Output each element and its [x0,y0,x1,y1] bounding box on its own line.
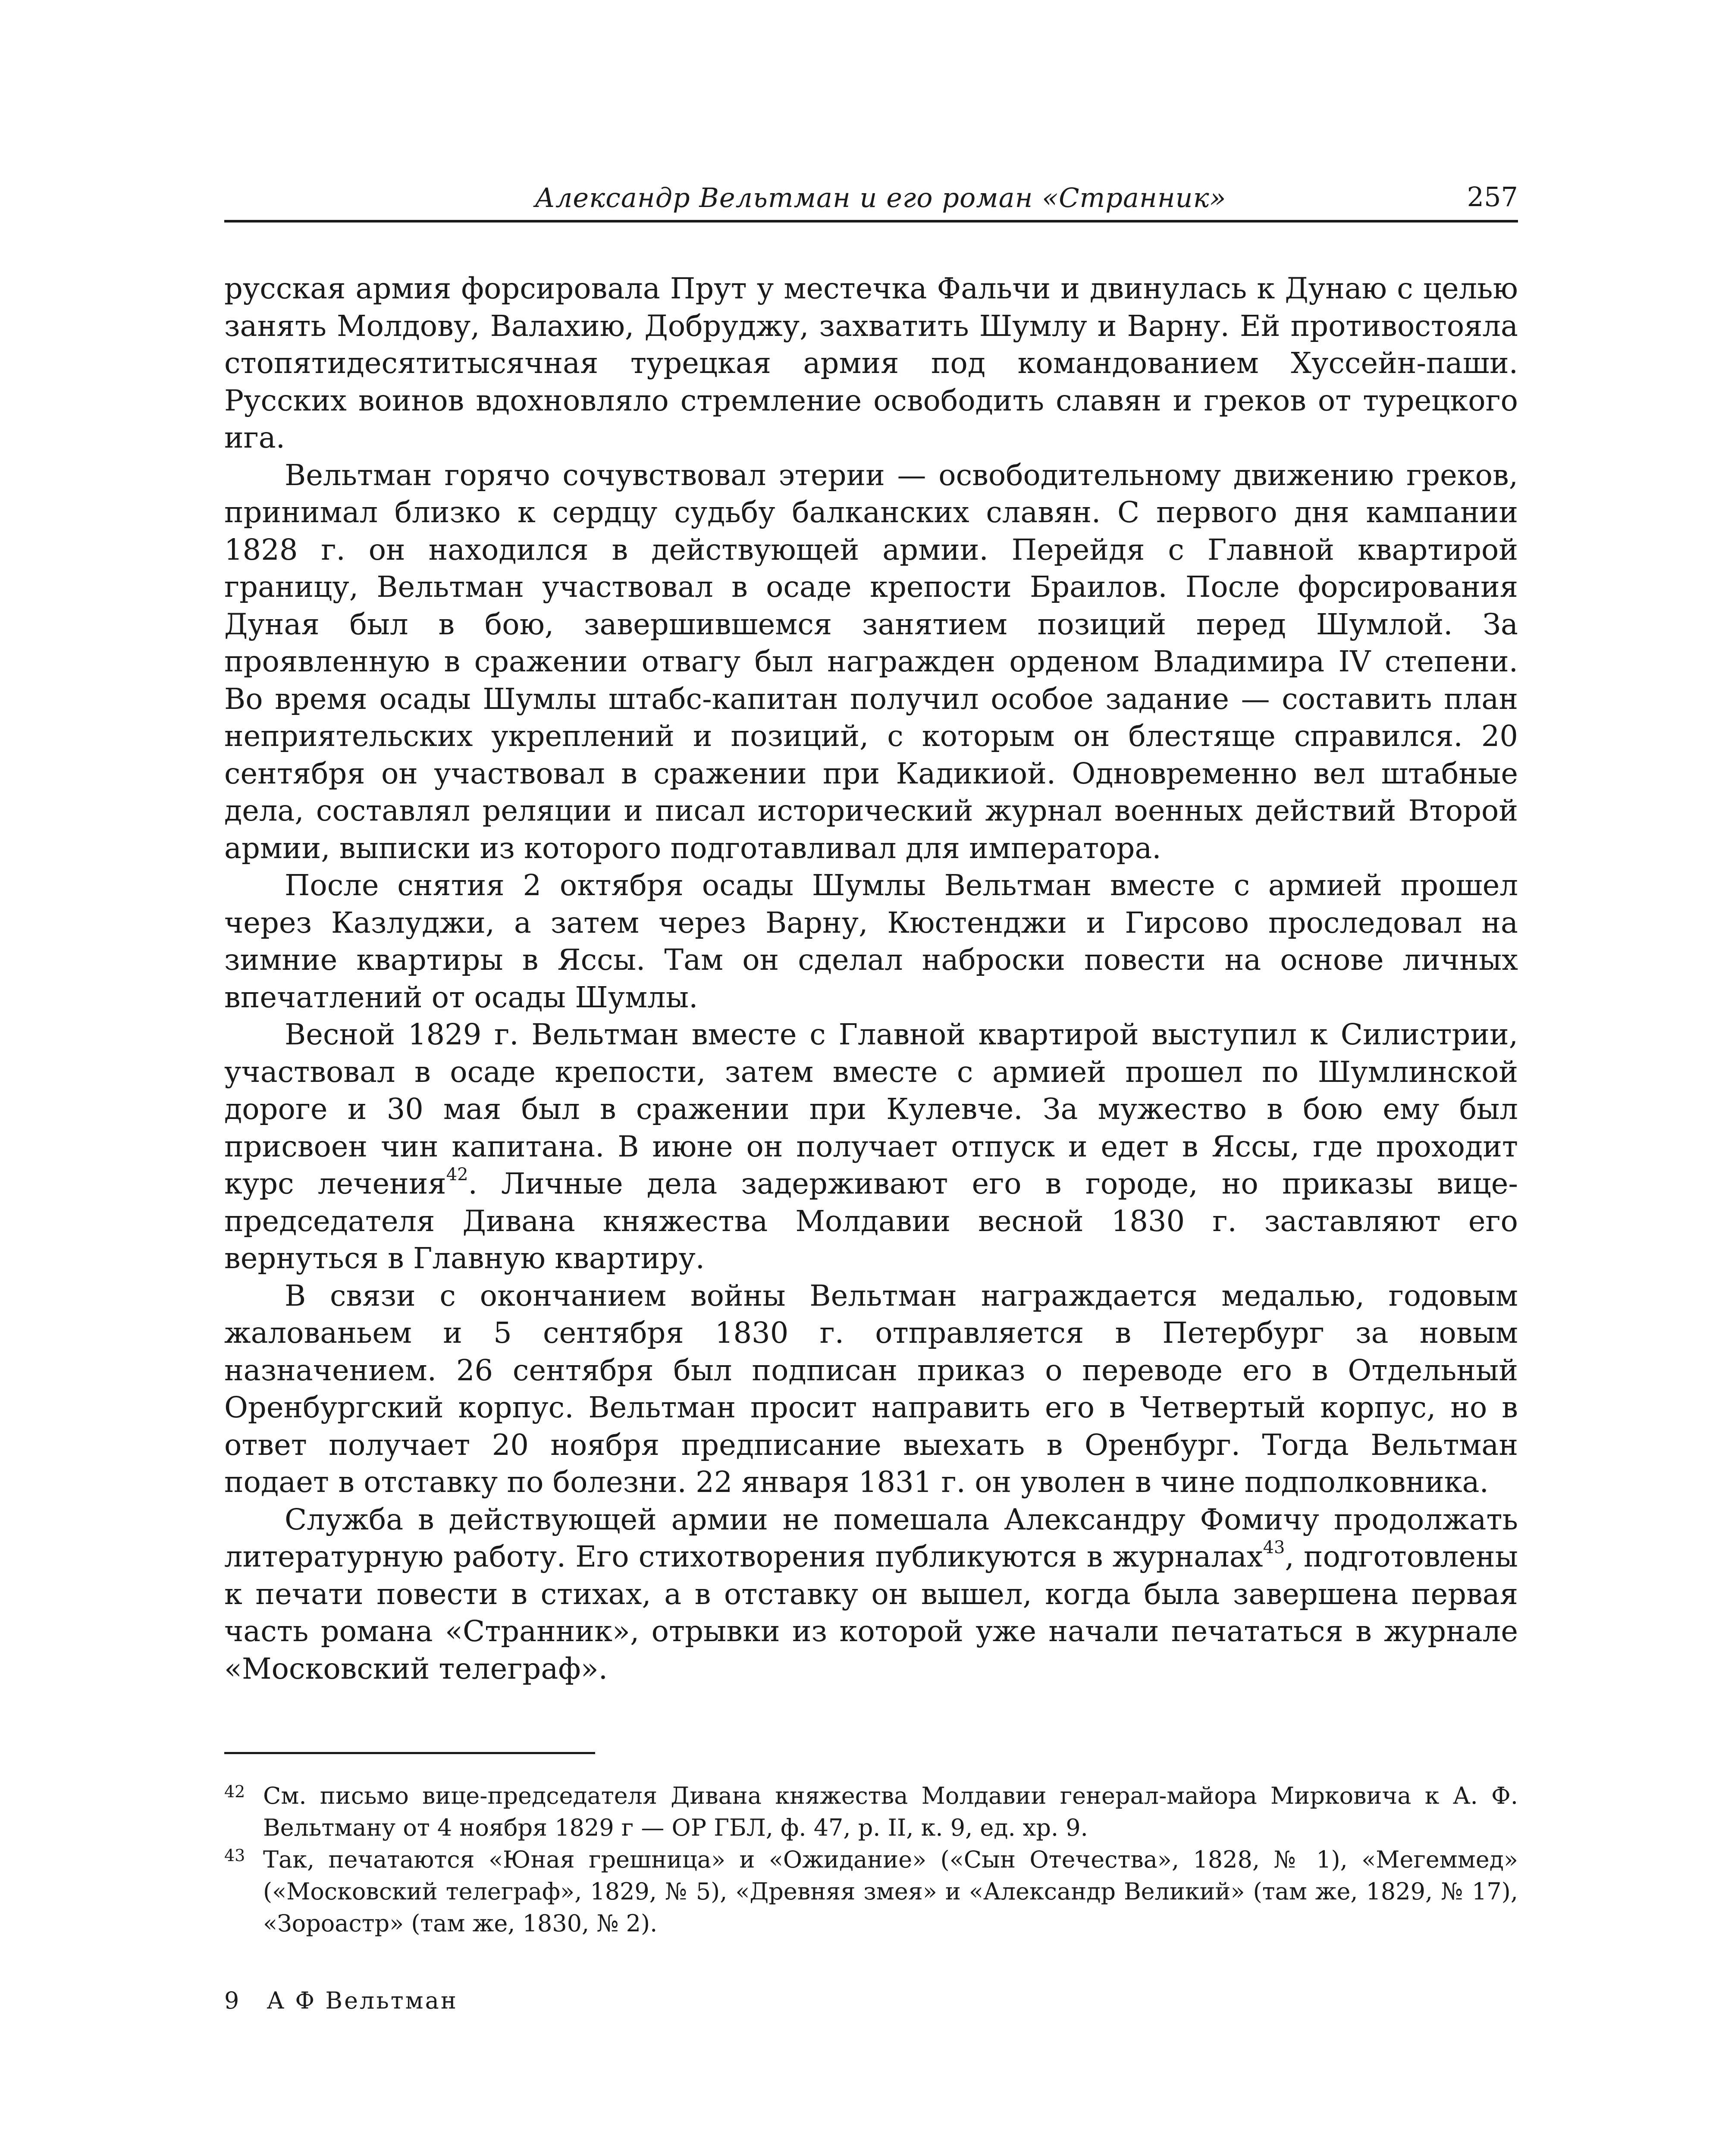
paragraph-6-text-after: , подготовлены к печати повести в стихах, а в отставку он вышел, когда была завершена первая часть романа «Странник», отрывки из которой уже начали печататься в журнале «Московский телеграф». [224,1540,1518,1686]
signature-number: 9 [224,1987,241,2014]
body-text [224,270,1518,1687]
running-header [224,172,1518,222]
footnote-42 [224,1780,1518,1844]
paragraph-2: Вельтман горячо сочувствовал этерии — освободительному движению греков, принимал близко к сердцу судьбу балканских славян. С первого дня кампании 1828 г. он находился в действующей армии. Перейдя с Главной квартирой границу, Вельтман участвовал в осаде крепости Браилов. После форсирования Дуная был в бою, завершившемся занятием позиций перед Шумлой. За проявленную в сражении отвагу был награжден орденом Владимира IV степени. Во время осады Шумлы штабс-капитан получил особое задание — составить план неприятельских укреплений и позиций, с которым он блестяще справился. 20 сентября он участвовал в сражении при Кадикиой. Одновременно вел штабные дела, составлял реляции и писал исторический журнал военных действий Второй армии, выписки из которого подготавливал для императора. [224,458,1518,865]
footnote-marker: 43 [224,1846,245,1865]
paragraph-6 [224,1501,1518,1688]
paragraph-4-text-after: . Личные дела задерживают его в городе, но приказы вице-председателя Дивана княжества Молдавии весной 1830 г. заставляют его вернуться в Главную квартиру. [224,1167,1518,1275]
footnotes [224,1780,1518,1940]
paragraph-1: русская армия форсировала Прут у местечка Фальчи и двинулась к Дунаю с целью занять Молдову, Валахию, Добруджу, захватить Шумлу и Варну. Ей противостояла стопятидесятитысячная турецкая армия под командованием Хуссейн-паши. Русских воинов вдохновляло стремление освободить славян и греков от турецкого ига. [224,272,1518,454]
paragraph-4-text-before: Весной 1829 г. Вельтман вместе с Главной квартирой выступил к Силистрии, участвовал в осаде крепости, затем вместе с армией прошел по Шумлинской дороге и 30 мая был в сражении при Кулевче. За мужество в бою ему был присвоен чин капитана. В июне он получает отпуск и едет в Яссы, где проходит курс лечения [224,1018,1518,1200]
book-page [224,172,1518,2014]
signature-text: А Ф Вельтман [267,1987,458,2014]
footnote-text: Так, печатаются «Юная грешница» и «Ожидание» («Сын Отечества», 1828, № 1), «Мегеммед» («Московский телеграф», 1829, № 5), «Древняя змея» и «Александр Великий» (там же, 1829, № 17), «Зороастр» (там же, 1830, № 2). [263,1846,1518,1937]
printer-signature [224,1987,1518,2014]
paragraph-5: В связи с окончанием войны Вельтман награждается медалью, годовым жалованьем и 5 сентября 1830 г. отправляется в Петербург за новым назначением. 26 сентября был подписан приказ о переводе его в Отдельный Оренбургский корпус. Вельтман просит направить его в Четвертый корпус, но в ответ получает 20 ноября предписание выехать в Оренбург. Тогда Вельтман подает в отставку по болезни. 22 января 1831 г. он уволен в чине подполковника. [224,1279,1518,1499]
paragraph-3: После снятия 2 октября осады Шумлы Вельтман вместе с армией прошел через Казлуджи, а затем через Варну, Кюстенджи и Гирсово проследовал на зимние квартиры в Яссы. Там он сделал наброски повести на основе личных впечатлений от осады Шумлы. [224,868,1518,1014]
paragraph-6-text-before: Служба в действующей армии не помешала Александру Фомичу продолжать литературную работу. Его стихотворения публикуются в журналах [224,1502,1518,1573]
page-number: 257 [1467,181,1518,213]
paragraph-4 [224,1016,1518,1277]
footnote-43 [224,1844,1518,1940]
footnote-ref-42: 42 [446,1164,468,1185]
running-title: Александр Вельтман и его роман «Странник» [535,182,1226,213]
footnote-marker: 42 [224,1782,245,1801]
footnote-text: См. письмо вице-председателя Дивана княжества Молдавии генерал-майора Мирковича к А. Ф. Вельтману от 4 ноября 1829 г — ОР ГБЛ, ф. 47, р. II, к. 9, ед. хр. 9. [263,1782,1518,1841]
footnote-divider [224,1752,595,1754]
footnote-ref-43: 43 [1263,1537,1285,1557]
